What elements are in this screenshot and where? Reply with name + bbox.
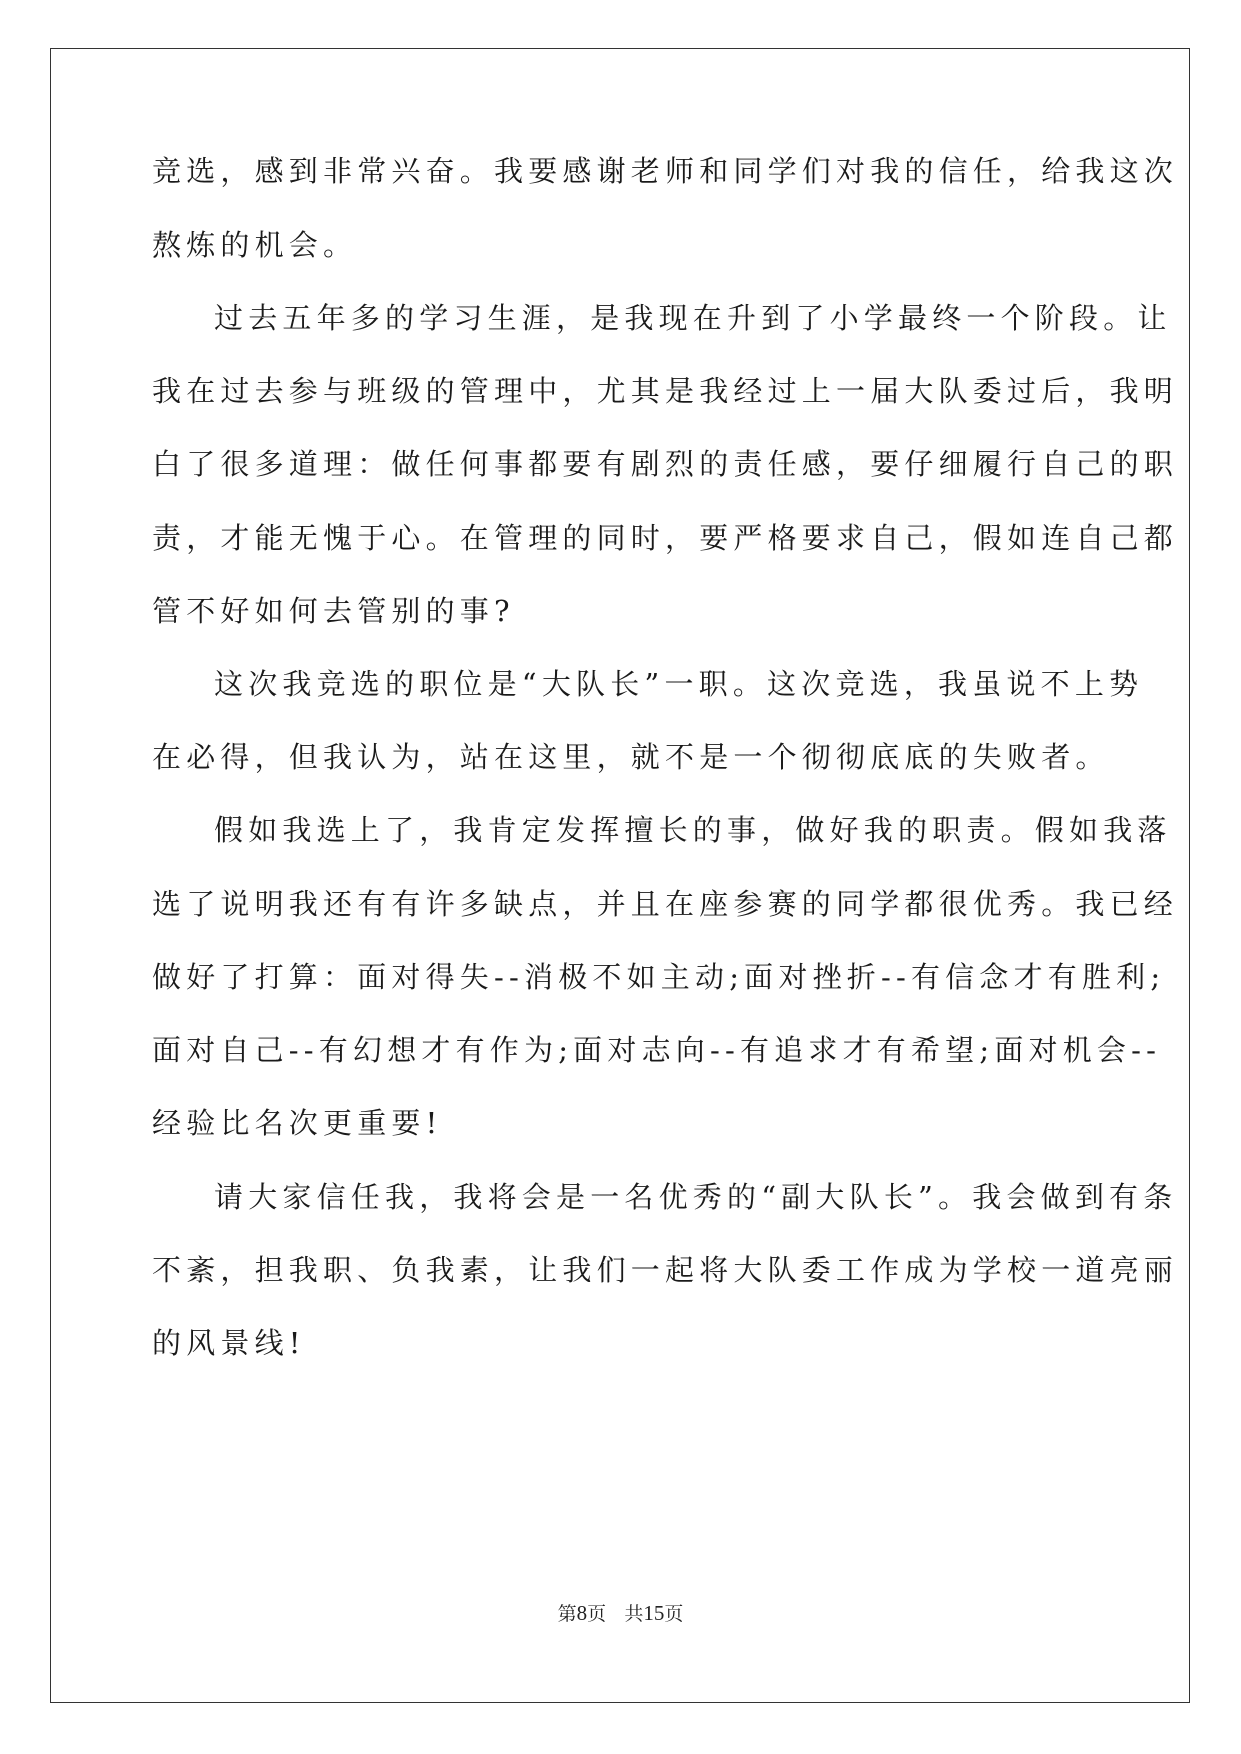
text-line-2: 熬炼的机会。 (152, 228, 358, 262)
text-line-5: 白了很多道理：做任何事都要有剧烈的责任感，要仔细履行自己的职 (152, 447, 1179, 481)
text-line-6: 责，才能无愧于心。在管理的同时，要严格要求自己，假如连自己都 (152, 521, 1179, 555)
text-line-12: 做好了打算：面对得失--消极不如主动;面对挫折--有信念才有胜利; (152, 960, 1166, 994)
page-border (50, 48, 1190, 1703)
text-line-7: 管不好如何去管别的事? (152, 594, 515, 628)
page-prefix: 第 (557, 1603, 577, 1625)
text-line-15: 请大家信任我，我将会是一名优秀的“副大队长”。我会做到有条 (214, 1180, 1178, 1214)
text-line-17: 的风景线! (152, 1326, 306, 1360)
page-number-footer (0, 1600, 1241, 1627)
total-prefix: 共 (624, 1603, 644, 1625)
text-line-9: 在必得，但我认为，站在这里，就不是一个彻彻底底的失败者。 (152, 740, 1110, 774)
text-line-13: 面对自己--有幻想才有作为;面对志向--有追求才有希望;面对机会-- (152, 1033, 1162, 1067)
page-suffix: 页 (587, 1603, 607, 1625)
text-line-16: 不紊，担我职、负我素，让我们一起将大队委工作成为学校一道亮丽 (152, 1253, 1179, 1287)
text-line-10: 假如我选上了，我肯定发挥擅长的事，做好我的职责。假如我落 (214, 813, 1172, 847)
text-line-1: 竞选，感到非常兴奋。我要感谢老师和同学们对我的信任，给我这次 (152, 154, 1179, 188)
total-page-number: 15 (643, 1601, 665, 1625)
text-line-11: 选了说明我还有有许多缺点，并且在座参赛的同学都很优秀。我已经 (152, 887, 1179, 921)
text-line-4: 我在过去参与班级的管理中，尤其是我经过上一届大队委过后，我明 (152, 374, 1179, 408)
text-line-3: 过去五年多的学习生涯，是我现在升到了小学最终一个阶段。让 (214, 301, 1172, 335)
text-line-14: 经验比名次更重要! (152, 1106, 443, 1140)
total-suffix: 页 (664, 1603, 684, 1625)
current-page-number: 8 (576, 1601, 588, 1625)
text-line-8: 这次我竞选的职位是“大队长”一职。这次竞选，我虽说不上势 (214, 667, 1144, 701)
